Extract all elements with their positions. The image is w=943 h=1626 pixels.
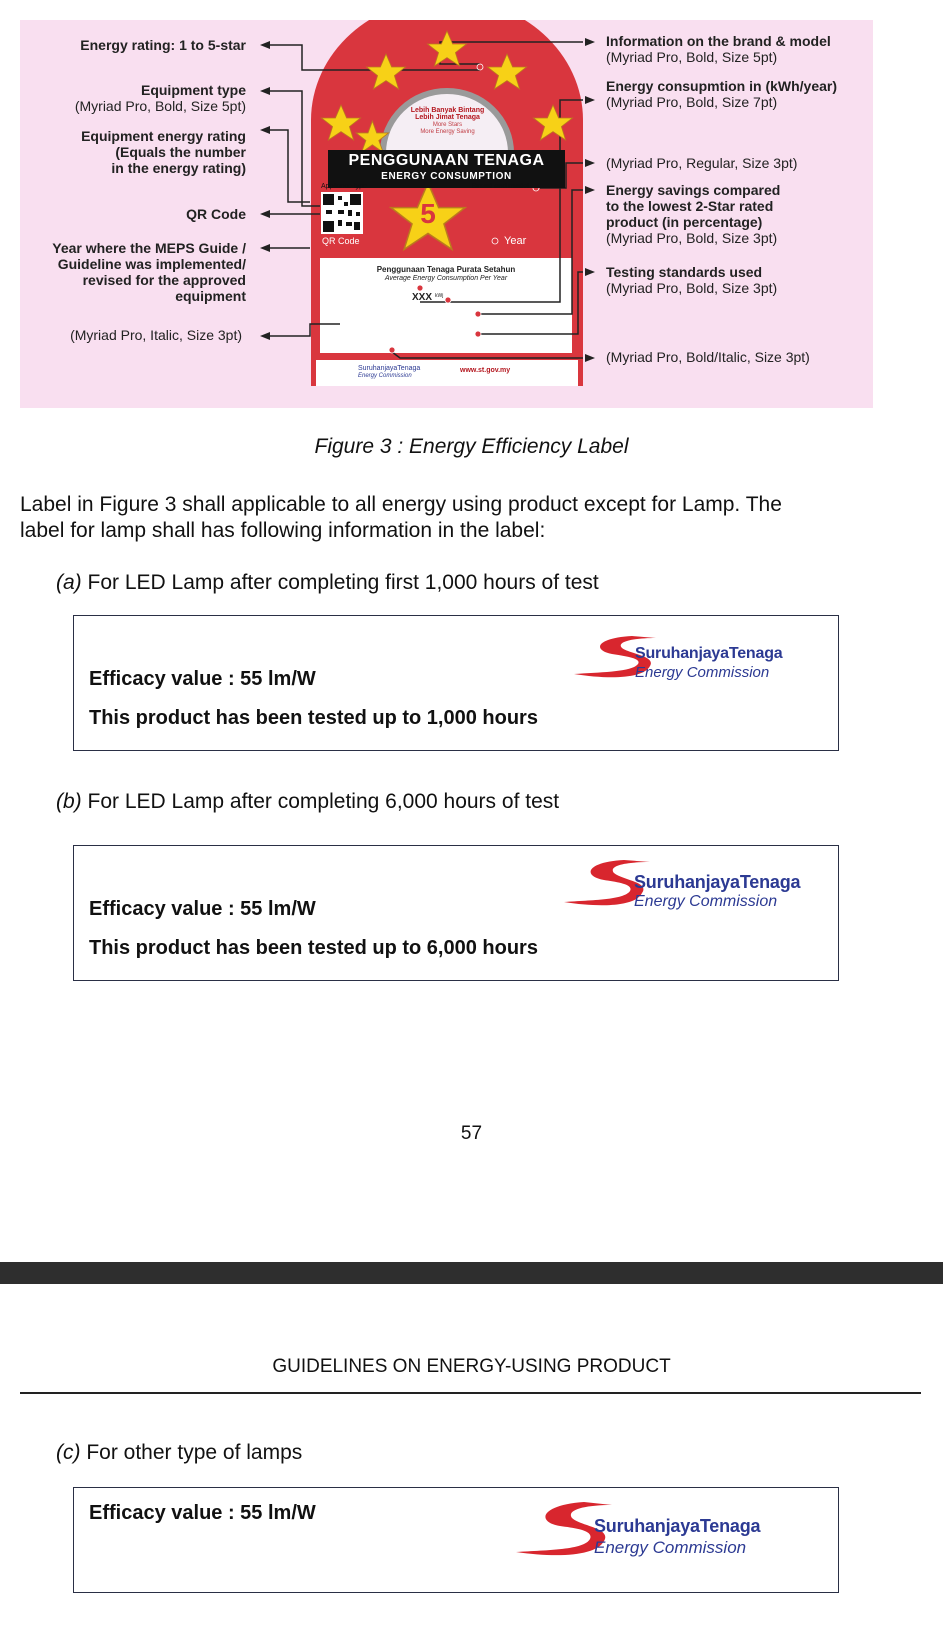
qr-code-label: QR Code <box>322 236 360 246</box>
ann-brand-model: Information on the brand & model (Myriad Pro, Bold, Size 5pt) <box>606 33 831 65</box>
star-icon <box>322 105 361 140</box>
page-break-band <box>0 1262 943 1284</box>
efficacy-value: Efficacy value : 55 lm/W <box>89 898 316 920</box>
consumption-value: XXX <box>412 292 433 303</box>
list-item-c <box>56 1441 302 1465</box>
ann-consumption: Energy consupmtion in (kWh/year) (Myriad Pro, Bold, Size 7pt) <box>606 78 838 110</box>
label-logo-sub: Energy Commission <box>358 373 412 379</box>
logo-name: SuruhanjayaTenaga <box>635 645 783 662</box>
ann-italic-note: (Myriad Pro, Italic, Size 3pt) <box>70 327 242 343</box>
body-paragraph <box>20 492 920 544</box>
efficacy-value: Efficacy value : 55 lm/W <box>89 668 316 690</box>
consumption-unit: kWj <box>435 293 444 299</box>
label-url: www.st.gov.my <box>460 367 511 374</box>
ann-equipment-energy-rating: Equipment energy rating (Equals the number in the energy rating) <box>81 128 246 176</box>
list-item-a <box>56 571 599 595</box>
page-number: 57 <box>460 1123 483 1144</box>
star-icon <box>488 54 527 89</box>
avg-consumption-ms: Penggunaan Tenaga Purata Setahun <box>376 265 516 274</box>
year-label: Year <box>504 235 527 247</box>
more-stars-en: More Stars More Energy Saving <box>420 122 475 135</box>
label-logo-name: SuruhanjayaTenaga <box>358 365 421 372</box>
brand-model-label: Brand and model <box>472 183 530 190</box>
ann-qr-code: QR Code <box>186 206 246 222</box>
list-item-b <box>56 790 559 814</box>
label-title: PENGGUNAAN TENAGA ENERGY CONSUMPTION <box>328 150 565 188</box>
lamp-label-box-a <box>73 615 839 751</box>
lamp-label-box-c <box>73 1487 839 1593</box>
logo-sub: Energy Commission <box>634 893 778 910</box>
item-marker: (a) <box>56 571 82 594</box>
efficacy-value: Efficacy value : 55 lm/W <box>89 1502 316 1524</box>
figure-caption: Figure 3 : Energy Efficiency Label <box>314 435 629 458</box>
star-icon <box>428 31 467 66</box>
item-marker: (b) <box>56 790 82 813</box>
ann-regular-note: (Myriad Pro, Regular, Size 3pt) <box>606 155 798 171</box>
paragraph-line-1: Label in Figure 3 shall applicable to all energy using product except for Lamp. The <box>20 493 782 516</box>
logo-sub: Energy Commission <box>594 1538 747 1557</box>
tested-hours: This product has been tested up to 6,000 hours <box>89 937 538 959</box>
ann-equipment-type: Equipment type (Myriad Pro, Bold, Size 5pt) <box>74 82 246 114</box>
item-text: For LED Lamp after completing 6,000 hours of test <box>81 790 560 813</box>
tested-hours: This product has been tested up to 1,000 hours <box>89 707 538 729</box>
star-icon <box>367 54 406 89</box>
header-rule <box>20 1392 921 1394</box>
energy-label-figure <box>20 20 873 408</box>
item-text: For LED Lamp after completing first 1,000 hours of test <box>81 571 599 594</box>
logo-name: SuruhanjayaTenaga <box>594 1516 761 1536</box>
ann-savings: Energy savings compared to the lowest 2-Star rated product (in percentage) (Myriad Pro, Bold, Size 3pt) <box>606 182 781 246</box>
avg-consumption-en: Average Energy Consumption Per Year <box>384 275 508 282</box>
energy-commission-logo <box>514 1500 814 1560</box>
logo-name: SuruhanjayaTenaga <box>634 872 801 892</box>
energy-commission-logo <box>572 634 812 682</box>
lamp-label-box-b <box>73 845 839 981</box>
running-header: GUIDELINES ON ENERGY-USING PRODUCT <box>272 1356 671 1377</box>
ann-year: Year where the MEPS Guide / Guideline was implemented/ revised for the approved equipment <box>52 240 246 304</box>
logo-sub: Energy Commission <box>635 664 770 681</box>
energy-commission-logo <box>562 858 822 910</box>
item-text: For other type of lamps <box>80 1441 303 1464</box>
paragraph-line-2: label for lamp shall has following information in the label: <box>20 519 546 542</box>
star-icon <box>534 105 573 140</box>
item-marker: (c) <box>56 1441 81 1464</box>
appliance-type-label: Appliance type <box>321 183 367 190</box>
ann-bolditalic-note: (Myriad Pro, Bold/Italic, Size 3pt) <box>606 349 810 365</box>
more-stars-ms: Lebih Banyak Bintang Lebih Jimat Tenaga <box>410 107 485 121</box>
ann-testing: Testing standards used (Myriad Pro, Bold, Size 3pt) <box>606 264 778 296</box>
rating-number: 5 <box>420 198 436 229</box>
ann-energy-rating: Energy rating: 1 to 5-star <box>80 37 246 53</box>
